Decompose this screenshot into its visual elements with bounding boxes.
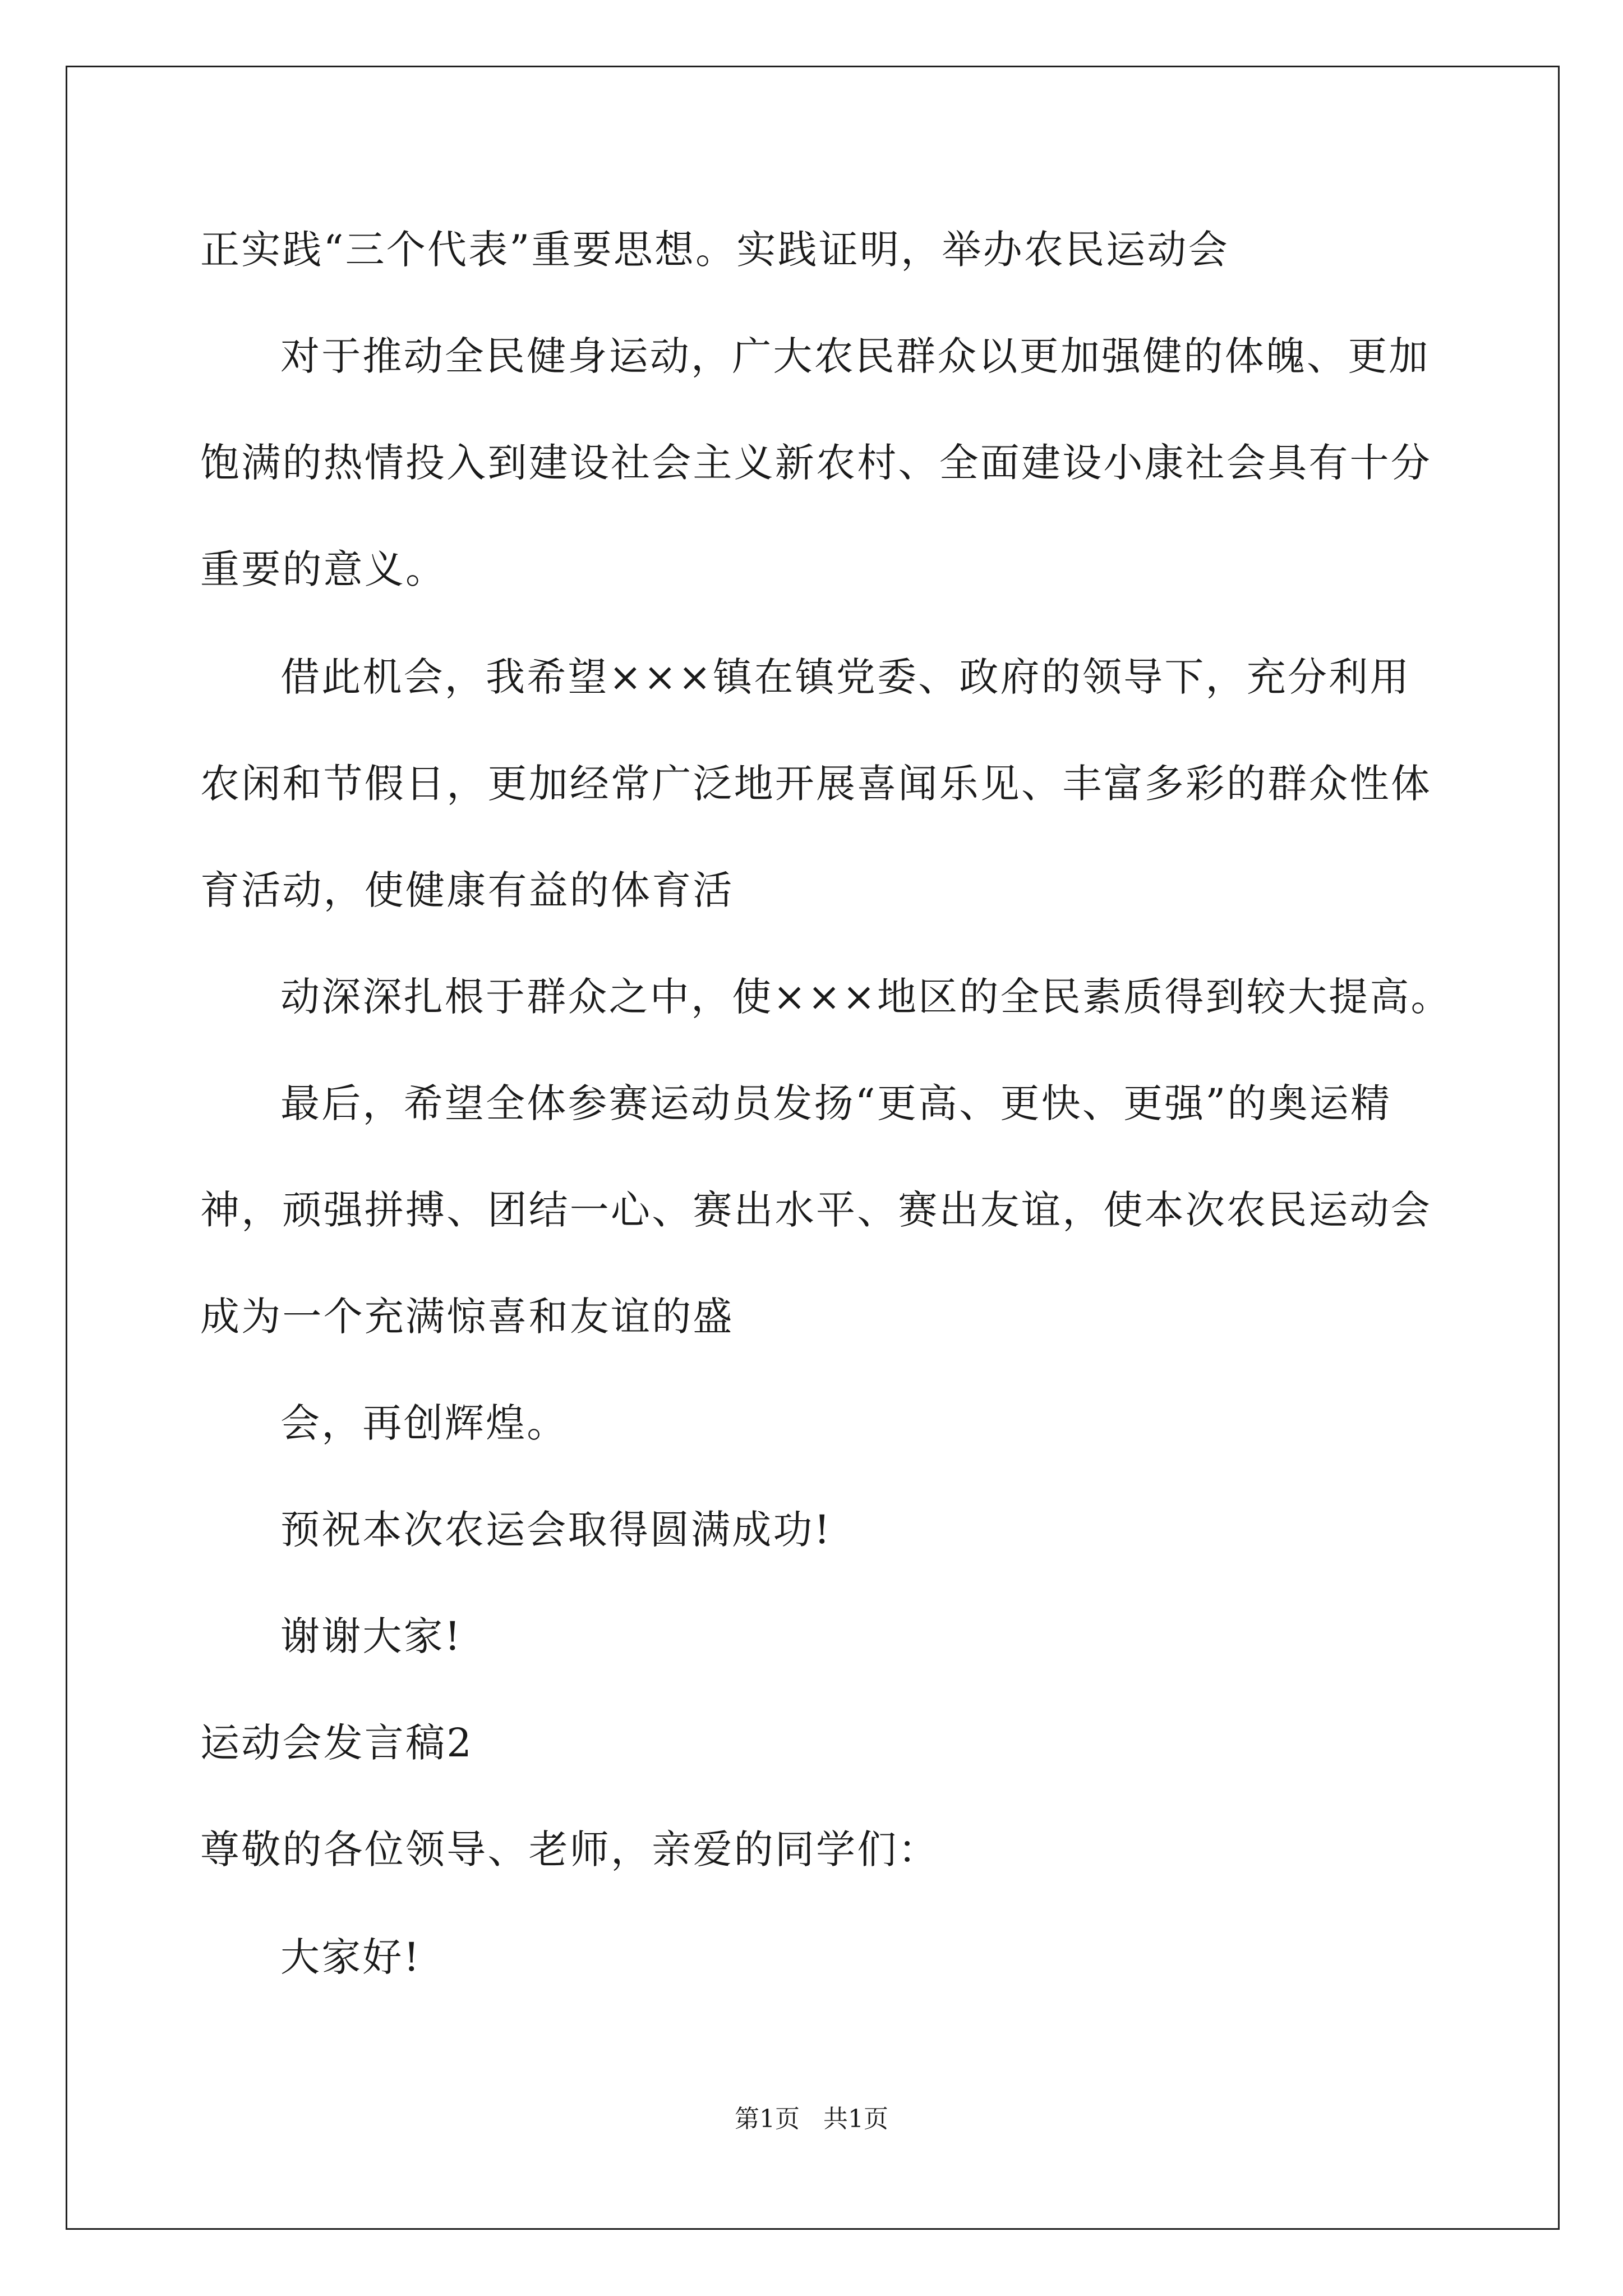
salutation: 尊敬的各位领导、老师，亲爱的同学们： xyxy=(200,1826,939,1872)
text-line: 动深深扎根于群众之中，使×××地区的全民素质得到较大提高。 xyxy=(280,974,1452,1020)
text-line: 借此机会，我希望×××镇在镇党委、政府的领导下，充分利用 xyxy=(280,654,1411,700)
text-line: 重要的意义。 xyxy=(200,546,447,592)
text-line: 谢谢大家! xyxy=(280,1613,463,1659)
text-line: 会，再创辉煌。 xyxy=(280,1400,568,1446)
greeting: 大家好! xyxy=(280,1934,421,1980)
text-line: 农闲和节假日，更加经常广泛地开展喜闻乐见、丰富多彩的群众性体 xyxy=(200,761,1432,807)
section-heading: 运动会发言稿2 xyxy=(200,1720,473,1766)
text-line: 正实践“三个代表”重要思想。实践证明，举办农民运动会 xyxy=(200,227,1229,273)
text-line: 饱满的热情投入到建设社会主义新农村、全面建设小康社会具有十分 xyxy=(200,440,1432,486)
text-line: 成为一个充满惊喜和友谊的盛 xyxy=(200,1294,734,1340)
text-line: 神，顽强拼搏、团结一心、赛出水平、赛出友谊，使本次农民运动会 xyxy=(200,1187,1432,1233)
text-line: 预祝本次农运会取得圆满成功! xyxy=(280,1507,832,1553)
page-border xyxy=(66,66,1560,2230)
text-line: 育活动，使健康有益的体育活 xyxy=(200,867,734,913)
text-line: 对于推动全民健身运动，广大农民群众以更加强健的体魄、更加 xyxy=(280,333,1430,379)
page-footer: 第1页 共1页 xyxy=(735,2105,888,2133)
text-line: 最后，希望全体参赛运动员发扬“更高、更快、更强”的奥运精 xyxy=(280,1080,1392,1126)
